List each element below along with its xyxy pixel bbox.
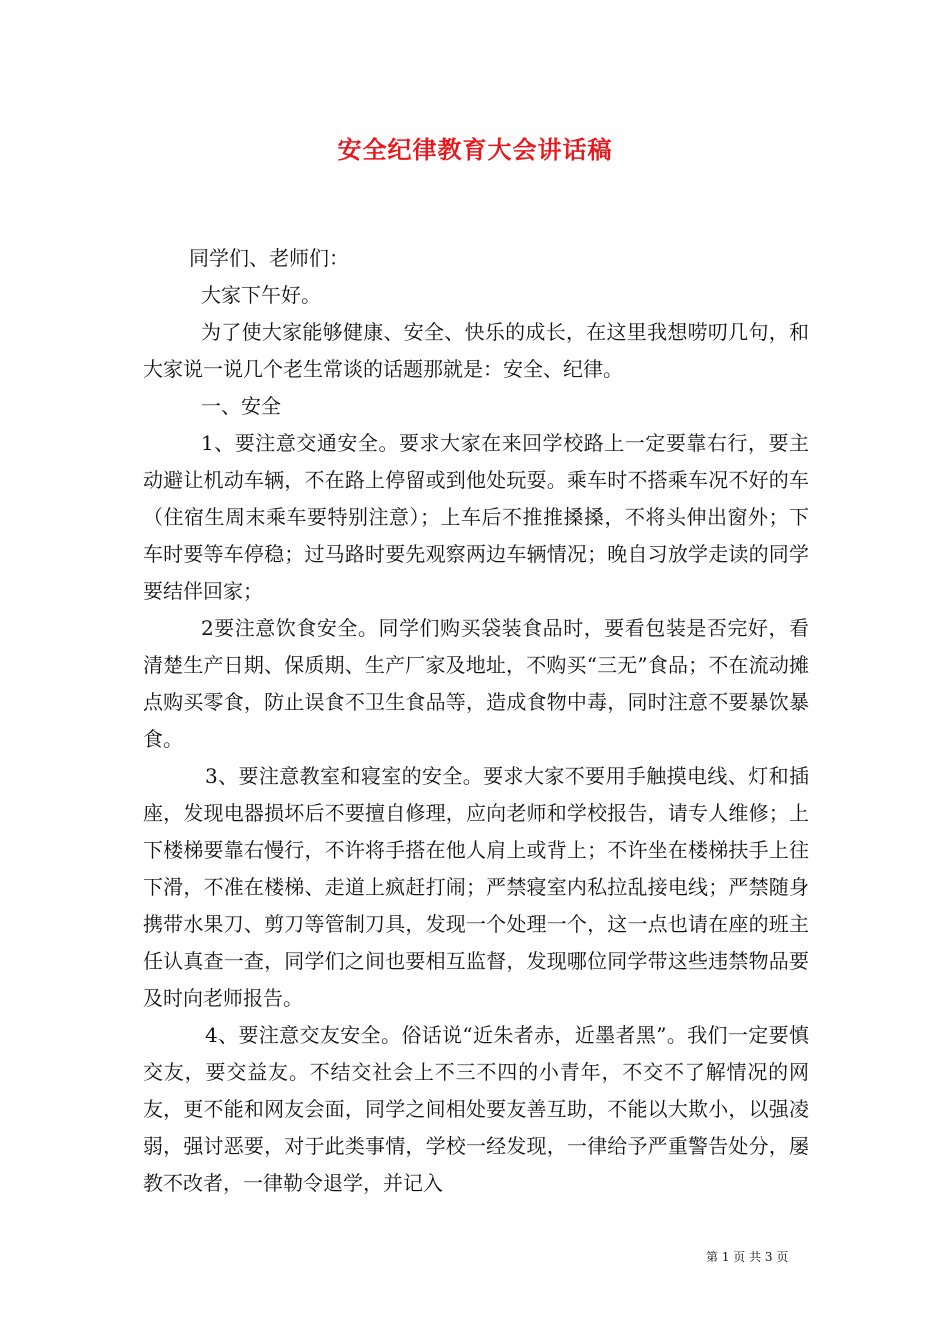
paragraph-good-afternoon: 大家下午好。 [201, 283, 321, 307]
paragraph-intro: 为了使大家能够健康、安全、快乐的成长，在这里我想唠叨几句，和大家说一说几个老生常谈的话题那就是：安全、纪律。 [143, 320, 809, 381]
paragraph-friendship-safety: 4、要注意交友安全。俗话说“近朱者赤，近墨者黑”。我们一定要慎交友，要交益友。不结交社会上不三不四的小青年，不交不了解情况的网友，更不能和网友会面，同学之间相处要友善互助，不能以大欺小，以强凌弱，强讨恶要，对于此类事情，学校一经发现，一律给予严重警告处分，屡教不改者，一律勒令退学，并记入 [143, 1023, 809, 1195]
paragraph-food-safety: 2要注意饮食安全。同学们购买袋装食品时，要看包装是否完好，看清楚生产日期、保质期、生产厂家及地址，不购买“三无”食品；不在流动摊点购买零食，防止误食不卫生食品等，造成食物中毒，同时注意不要暴饮暴食。 [143, 616, 809, 751]
paragraph-classroom-safety: 3、要注意教室和寝室的安全。要求大家不要用手触摸电线、灯和插座，发现电器损坏后不要擅自修理，应向老师和学校报告，请专人维修；上下楼梯要靠右慢行，不许将手搭在他人肩上或背上；不许坐在楼梯扶手上往下滑，不准在楼梯、走道上疯赶打闹；严禁寝室内私拉乱接电线；严禁随身携带水果刀、剪刀等管制刀具，发现一个处理一个，这一点也请在座的班主任认真查一查，同学们之间也要相互监督，发现哪位同学带这些违禁物品要及时向老师报告。 [143, 764, 809, 1010]
document-body [143, 240, 809, 1202]
paragraph-traffic-safety: 1、要注意交通安全。要求大家在来回学校路上一定要靠右行，要主动避让机动车辆，不在路上停留或到他处玩耍。乘车时不搭乘车况不好的车（住宿生周末乘车要特别注意）；上车后不推推搡搡，不将头伸出窗外；下车时要等车停稳；过马路时要先观察两边车辆情况；晚自习放学走读的同学要结伴回家； [143, 431, 809, 603]
section-heading-safety: 一、安全 [201, 394, 281, 418]
page-number: 第 1 页 共 3 页 [706, 1250, 789, 1264]
paragraph-greeting: 同学们、老师们： [189, 246, 349, 270]
document-title: 安全纪律教育大会讲话稿 [337, 135, 613, 164]
